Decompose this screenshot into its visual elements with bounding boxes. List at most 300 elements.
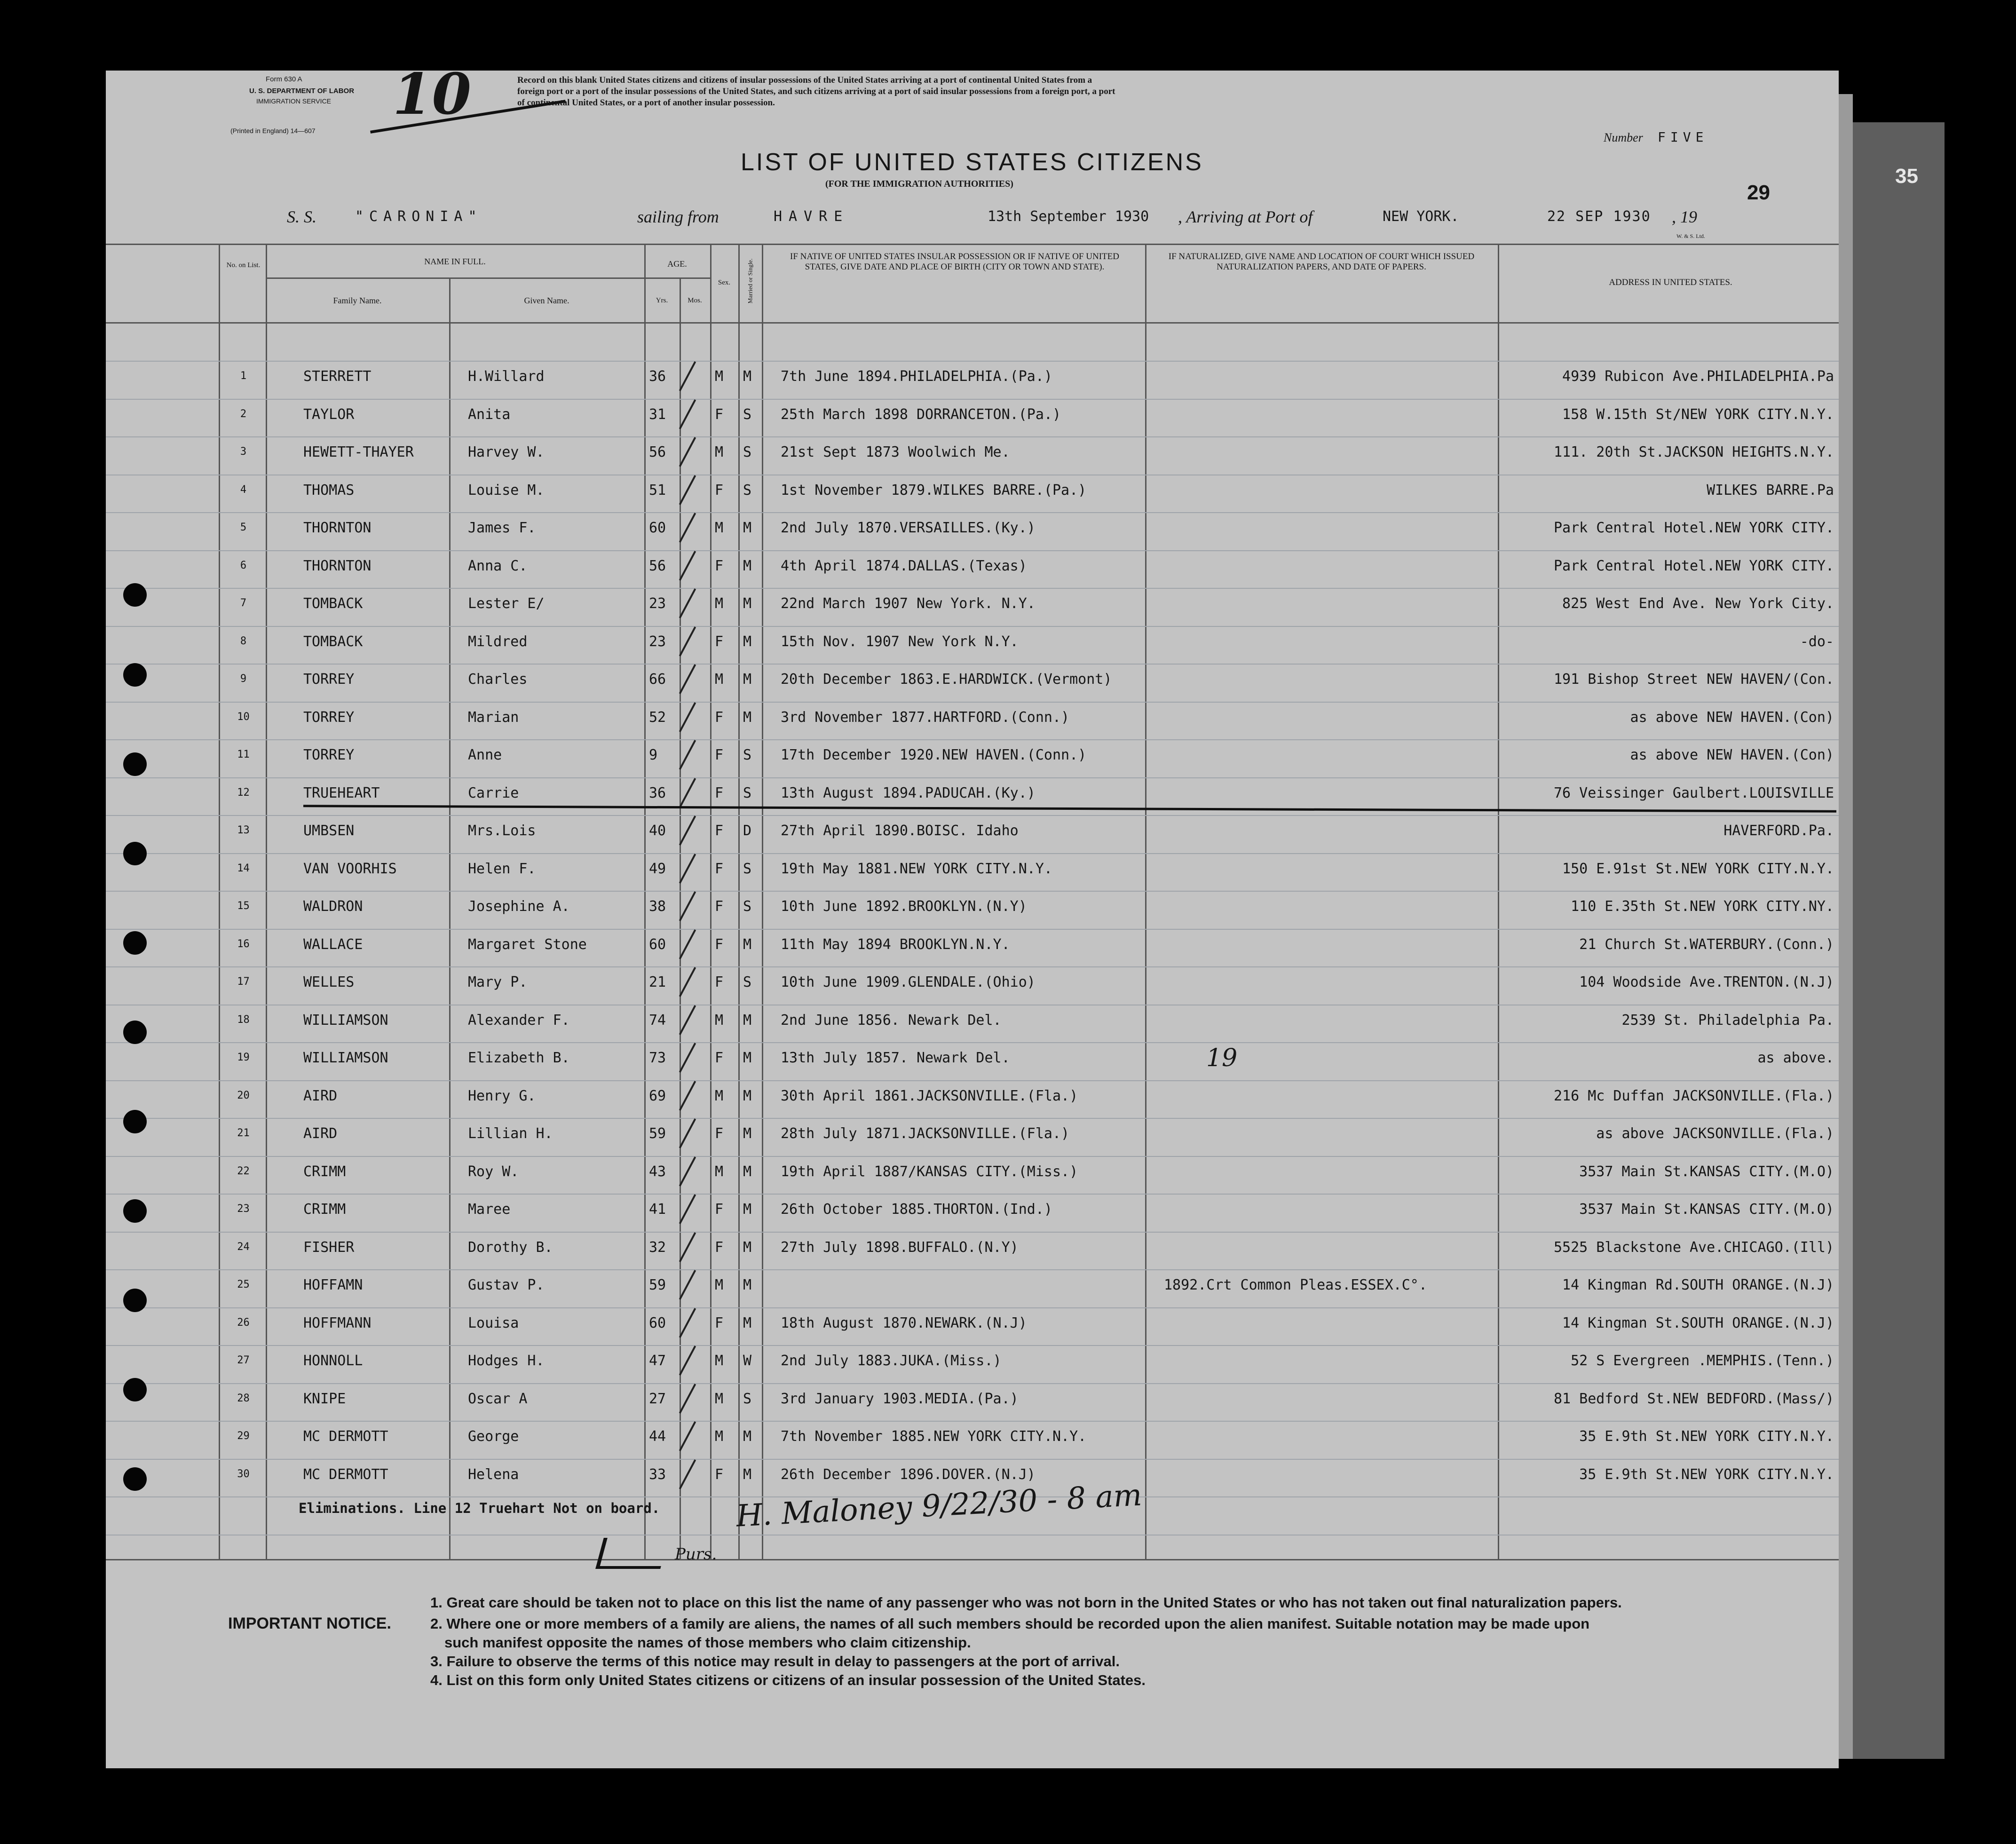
- family-name: AIRD: [303, 1087, 338, 1104]
- table-bottom-border: [106, 1559, 1839, 1560]
- age-years: 60: [649, 1314, 666, 1331]
- marital-status: M: [743, 1050, 752, 1066]
- check-mark: [679, 702, 696, 732]
- marital-status: S: [743, 860, 752, 877]
- sex: M: [715, 1012, 724, 1029]
- age-years: 23: [649, 633, 666, 650]
- col-header-yrs: Yrs.: [656, 297, 668, 304]
- given-name: Hodges H.: [468, 1353, 545, 1369]
- family-name: TAYLOR: [303, 406, 355, 423]
- check-mark: [679, 1232, 696, 1262]
- ruled-line: [106, 739, 1839, 740]
- check-mark: [679, 891, 696, 921]
- address: HAVERFORD.Pa.: [1723, 823, 1834, 839]
- col-divider: [219, 244, 220, 1559]
- age-years: 36: [649, 368, 666, 385]
- family-name: TOMBACK: [303, 595, 363, 612]
- sex: F: [715, 1201, 724, 1218]
- address: 150 E.91st St.NEW YORK CITY.N.Y.: [1562, 860, 1834, 877]
- check-mark: [679, 1043, 696, 1073]
- punch-hole: [123, 1378, 147, 1401]
- address: 14 Kingman Rd.SOUTH ORANGE.(N.J): [1562, 1277, 1834, 1293]
- marital-status: M: [743, 709, 752, 726]
- check-mark: [679, 1270, 696, 1300]
- col-header-married: Married or Single.: [746, 258, 754, 304]
- marital-status: M: [743, 1125, 752, 1142]
- given-name: Henry G.: [468, 1087, 536, 1104]
- ruled-line: [106, 1156, 1839, 1157]
- given-name: Louisa: [468, 1314, 519, 1331]
- given-name: Anita: [468, 406, 511, 423]
- given-name: Lillian H.: [468, 1125, 553, 1142]
- ruled-line: [106, 626, 1839, 627]
- given-name: Dorothy B.: [468, 1239, 553, 1256]
- age-years: 38: [649, 898, 666, 915]
- check-mark: [679, 437, 696, 467]
- age-years: 49: [649, 860, 666, 877]
- sex: M: [715, 1277, 724, 1293]
- ruled-line: [106, 1383, 1839, 1384]
- address: 158 W.15th St/NEW YORK CITY.N.Y.: [1562, 406, 1834, 423]
- birth-info: 1st November 1879.WILKES BARRE.(Pa.): [781, 482, 1087, 499]
- ruled-line: [106, 436, 1839, 437]
- age-years: 40: [649, 823, 666, 839]
- number-label: Number: [1604, 131, 1643, 144]
- eliminations-note: Eliminations. Line 12 Truehart Not on board.: [299, 1500, 660, 1516]
- given-name: H.Willard: [468, 368, 545, 385]
- row-number: 25: [237, 1279, 250, 1290]
- row-number: 10: [237, 711, 250, 723]
- birth-info: 19th May 1881.NEW YORK CITY.N.Y.: [781, 860, 1052, 877]
- given-name: Charles: [468, 671, 528, 688]
- address: 14 Kingman St.SOUTH ORANGE.(N.J): [1562, 1314, 1834, 1331]
- sex: F: [715, 1466, 724, 1483]
- address: Park Central Hotel.NEW YORK CITY.: [1553, 557, 1834, 574]
- check-mark: [679, 1384, 696, 1414]
- marital-status: M: [743, 1428, 752, 1445]
- age-years: 69: [649, 1087, 666, 1104]
- given-name: Elizabeth B.: [468, 1050, 570, 1066]
- address: 104 Woodside Ave.TRENTON.(N.J): [1579, 974, 1834, 990]
- punch-hole: [123, 1021, 147, 1044]
- address: 35 E.9th St.NEW YORK CITY.N.Y.: [1579, 1428, 1834, 1445]
- age-years: 9: [649, 747, 658, 763]
- sailing-date: 13th September 1930: [988, 208, 1149, 225]
- ss-label: S. S.: [287, 207, 316, 226]
- row-number: 22: [237, 1165, 250, 1177]
- family-name: WILLIAMSON: [303, 1050, 388, 1066]
- col-header-family: Family Name.: [333, 296, 382, 305]
- age-years: 43: [649, 1163, 666, 1180]
- given-name: Carrie: [468, 784, 519, 801]
- check-mark: [679, 854, 696, 884]
- ruled-line: [106, 1307, 1839, 1308]
- row-number: 29: [237, 1430, 250, 1442]
- row-number: 4: [240, 483, 247, 496]
- arrival-date-stamp: 22 SEP 1930: [1547, 208, 1651, 225]
- check-mark: [679, 1421, 696, 1451]
- given-name: Louise M.: [468, 482, 545, 499]
- col-divider: [449, 277, 451, 1559]
- ship-name: "CARONIA": [355, 208, 482, 225]
- check-mark: [679, 1005, 696, 1035]
- binding-strip: [1853, 122, 1945, 1759]
- marital-status: S: [743, 898, 752, 915]
- sex: F: [715, 709, 724, 726]
- birth-info: 10th June 1909.GLENDALE.(Ohio): [781, 974, 1036, 990]
- sex: F: [715, 823, 724, 839]
- birth-info: 26th October 1885.THORTON.(Ind.): [781, 1201, 1052, 1218]
- arriving-label: , Arriving at Port of: [1178, 207, 1313, 226]
- sex: F: [715, 1050, 724, 1066]
- row-number: 14: [237, 862, 250, 874]
- printed-note: (Printed in England) 14—607: [230, 127, 316, 135]
- address: as above JACKSONVILLE.(Fla.): [1596, 1125, 1834, 1142]
- given-name: Helena: [468, 1466, 519, 1483]
- family-name: STERRETT: [303, 368, 372, 385]
- check-mark: [679, 1345, 696, 1376]
- col-divider: [1498, 244, 1499, 1559]
- address: as above.: [1757, 1050, 1834, 1066]
- row-number: 2: [240, 408, 247, 420]
- marital-status: M: [743, 1466, 752, 1483]
- sex: F: [715, 1314, 724, 1331]
- birth-info: 27th July 1898.BUFFALO.(N.Y): [781, 1239, 1019, 1256]
- given-name: Gustav P.: [468, 1277, 545, 1293]
- record-text-3: of continental United States, or a port of another insular possession.: [517, 98, 775, 108]
- address: 35 E.9th St.NEW YORK CITY.N.Y.: [1579, 1466, 1834, 1483]
- marital-status: M: [743, 1239, 752, 1256]
- row-number: 15: [237, 900, 250, 912]
- address: -do-: [1800, 633, 1834, 650]
- age-years: 73: [649, 1050, 666, 1066]
- given-name: Mildred: [468, 633, 528, 650]
- inspector-signature: H. Maloney 9/22/30 - 8 am: [735, 1478, 1143, 1534]
- check-mark: [679, 475, 696, 505]
- ruled-line: [106, 361, 1839, 362]
- address: 52 S Evergreen .MEMPHIS.(Tenn.): [1571, 1353, 1834, 1369]
- sex: M: [715, 595, 724, 612]
- row-number: 17: [237, 976, 250, 988]
- birth-info: 15th Nov. 1907 New York N.Y.: [781, 633, 1019, 650]
- marital-status: M: [743, 671, 752, 688]
- marital-status: M: [743, 936, 752, 953]
- given-name: Helen F.: [468, 860, 536, 877]
- family-name: MC DERMOTT: [303, 1428, 388, 1445]
- family-name: WILLIAMSON: [303, 1012, 388, 1029]
- address: 81 Bedford St.NEW BEDFORD.(Mass/): [1553, 1390, 1834, 1407]
- page-title: LIST OF UNITED STATES CITIZENS: [741, 149, 1203, 176]
- birth-info: 18th August 1870.NEWARK.(N.J): [781, 1314, 1027, 1331]
- marital-status: M: [743, 1314, 752, 1331]
- row-number: 27: [237, 1354, 250, 1366]
- check-mark: [679, 513, 696, 543]
- age-years: 60: [649, 936, 666, 953]
- ruled-line: [106, 664, 1839, 665]
- age-years: 66: [649, 671, 666, 688]
- sex: M: [715, 444, 724, 460]
- row-number: 9: [240, 673, 247, 685]
- marital-status: S: [743, 444, 752, 460]
- marital-status: M: [743, 368, 752, 385]
- sex: M: [715, 671, 724, 688]
- marital-status: M: [743, 520, 752, 536]
- margin-note: 19: [1206, 1044, 1238, 1072]
- age-years: 23: [649, 595, 666, 612]
- birth-info: 28th July 1871.JACKSONVILLE.(Fla.): [781, 1125, 1070, 1142]
- ruled-line: [106, 1345, 1839, 1346]
- family-name: TORREY: [303, 671, 355, 688]
- family-name: TORREY: [303, 747, 355, 763]
- notice-item-4: 4. List on this form only United States citizens or citizens of an insular possession of the United States.: [430, 1672, 1146, 1688]
- family-name: WELLES: [303, 974, 355, 990]
- marital-status: M: [743, 1087, 752, 1104]
- row-number: 13: [237, 824, 250, 836]
- address: 3537 Main St.KANSAS CITY.(M.O): [1579, 1163, 1834, 1180]
- sex: F: [715, 482, 724, 499]
- ruled-line: [106, 1194, 1839, 1195]
- check-mark: [679, 399, 696, 429]
- age-years: 74: [649, 1012, 666, 1029]
- sex: M: [715, 1428, 724, 1445]
- ruled-line: [106, 1232, 1839, 1233]
- age-years: 21: [649, 974, 666, 990]
- ruled-line: [106, 777, 1839, 778]
- punch-hole: [123, 931, 147, 955]
- ruled-line: [106, 702, 1839, 703]
- given-name: Mary P.: [468, 974, 528, 990]
- notice-item-1: 1. Great care should be taken not to place on this list the name of any passenger who was not born in the United States or who has not taken out final naturalization papers.: [430, 1594, 1622, 1611]
- ruled-line: [106, 1459, 1839, 1460]
- check-mark: [679, 588, 696, 618]
- punch-hole: [123, 663, 147, 687]
- age-years: 47: [649, 1353, 666, 1369]
- row-number: 18: [237, 1013, 250, 1026]
- address: 2539 St. Philadelphia Pa.: [1621, 1012, 1834, 1029]
- row-number: 24: [237, 1241, 250, 1253]
- age-years: 41: [649, 1201, 666, 1218]
- given-name: Roy W.: [468, 1163, 519, 1180]
- sex: F: [715, 860, 724, 877]
- given-name: Anna C.: [468, 557, 528, 574]
- age-years: 56: [649, 444, 666, 460]
- birth-info: 26th December 1896.DOVER.(N.J): [781, 1466, 1036, 1483]
- row-number: 20: [237, 1089, 250, 1101]
- age-years: 27: [649, 1390, 666, 1407]
- birth-info: 22nd March 1907 New York. N.Y.: [781, 595, 1036, 612]
- sex: M: [715, 1163, 724, 1180]
- sex: M: [715, 1353, 724, 1369]
- notice-item-2-cont: such manifest opposite the names of those members who claim citizenship.: [444, 1634, 971, 1651]
- row-number: 16: [237, 938, 250, 950]
- birth-info: 4th April 1874.DALLAS.(Texas): [781, 557, 1027, 574]
- address: Park Central Hotel.NEW YORK CITY.: [1553, 520, 1834, 536]
- col-divider: [738, 244, 740, 1559]
- birth-info: 21st Sept 1873 Woolwich Me.: [781, 444, 1010, 460]
- age-years: 44: [649, 1428, 666, 1445]
- given-name: Maree: [468, 1201, 511, 1218]
- birth-info: 27th April 1890.BOISC. Idaho: [781, 823, 1019, 839]
- age-subhead-line: [644, 277, 710, 279]
- punch-hole: [123, 583, 147, 607]
- col-divider: [710, 244, 712, 1559]
- table-top-border: [106, 244, 1839, 245]
- marital-status: M: [743, 633, 752, 650]
- address: 3537 Main St.KANSAS CITY.(M.O): [1579, 1201, 1834, 1218]
- manifest-sheet: [106, 61, 1839, 1768]
- row-number: 3: [240, 446, 247, 458]
- birth-info: 2nd June 1856. Newark Del.: [781, 1012, 1002, 1029]
- page-number: 29: [1747, 181, 1770, 204]
- marital-status: W: [743, 1353, 752, 1369]
- sex: F: [715, 747, 724, 763]
- age-years: 60: [649, 520, 666, 536]
- family-name: THORNTON: [303, 520, 372, 536]
- sex: F: [715, 974, 724, 990]
- marital-status: M: [743, 595, 752, 612]
- check-mark: [679, 1118, 696, 1148]
- given-name: James F.: [468, 520, 536, 536]
- number-value: FIVE: [1658, 129, 1708, 145]
- handwritten-number: 10: [393, 61, 471, 127]
- given-name: Oscar A: [468, 1390, 528, 1407]
- form-number: Form 630 A: [266, 75, 302, 83]
- col-divider: [644, 244, 646, 1559]
- given-name: Anne: [468, 747, 502, 763]
- punch-hole: [123, 1110, 147, 1133]
- marital-status: S: [743, 784, 752, 801]
- marital-status: M: [743, 1277, 752, 1293]
- ruled-line: [106, 1080, 1839, 1081]
- check-mark: [679, 1459, 696, 1489]
- birth-info: 19th April 1887/KANSAS CITY.(Miss.): [781, 1163, 1078, 1180]
- sailing-from-label: sailing from: [637, 207, 719, 226]
- address: 216 Mc Duffan JACKSONVILLE.(Fla.): [1553, 1087, 1834, 1104]
- punch-hole: [123, 1289, 147, 1312]
- marital-status: M: [743, 1012, 752, 1029]
- birth-info: 30th April 1861.JACKSONVILLE.(Fla.): [781, 1087, 1078, 1104]
- family-name: WALDRON: [303, 898, 363, 915]
- service: IMMIGRATION SERVICE: [256, 97, 331, 105]
- check-mark: [679, 551, 696, 581]
- row-number: 11: [237, 749, 250, 760]
- age-years: 59: [649, 1277, 666, 1293]
- row-number: 21: [237, 1127, 250, 1139]
- address: 21 Church St.WATERBURY.(Conn.): [1579, 936, 1834, 953]
- sex: M: [715, 368, 724, 385]
- col-header-name: NAME IN FULL.: [424, 257, 486, 266]
- family-name: KNIPE: [303, 1390, 346, 1407]
- family-name: UMBSEN: [303, 823, 355, 839]
- row-number: 6: [240, 559, 247, 571]
- marital-status: D: [743, 823, 752, 839]
- check-mark: [679, 1081, 696, 1111]
- age-years: 59: [649, 1125, 666, 1142]
- birth-info: 13th August 1894.PADUCAH.(Ky.): [781, 784, 1036, 801]
- row-number: 5: [240, 522, 247, 533]
- ruled-line: [106, 512, 1839, 513]
- punch-hole: [123, 1199, 147, 1223]
- address: 825 West End Ave. New York City.: [1562, 595, 1834, 612]
- purser-initials: Purs.: [675, 1545, 717, 1564]
- port-to: NEW YORK.: [1383, 208, 1459, 225]
- age-years: 31: [649, 406, 666, 423]
- sex: F: [715, 633, 724, 650]
- family-name: HONNOLL: [303, 1353, 363, 1369]
- check-mark: [679, 1308, 696, 1338]
- check-mark: [679, 626, 696, 657]
- address: 191 Bishop Street NEW HAVEN/(Con.: [1553, 671, 1834, 688]
- family-name: WALLACE: [303, 936, 363, 953]
- birth-info: 7th June 1894.PHILADELPHIA.(Pa.): [781, 368, 1052, 385]
- family-name: HOFFAMN: [303, 1277, 363, 1293]
- col-header-age: AGE.: [667, 259, 687, 269]
- col-header-given: Given Name.: [524, 296, 569, 305]
- check-mark: [679, 1194, 696, 1224]
- ruled-line: [106, 891, 1839, 892]
- birth-info: 3rd November 1877.HARTFORD.(Conn.): [781, 709, 1070, 726]
- birth-info: 2nd July 1883.JUKA.(Miss.): [781, 1353, 1002, 1369]
- ruled-line: [106, 550, 1839, 551]
- birth-info: 25th March 1898 DORRANCETON.(Pa.): [781, 406, 1061, 423]
- sex: F: [715, 1239, 724, 1256]
- sex: F: [715, 1125, 724, 1142]
- birth-info: 17th December 1920.NEW HAVEN.(Conn.): [781, 747, 1087, 763]
- punch-hole: [123, 1467, 147, 1491]
- col-header-address: ADDRESS IN UNITED STATES.: [1609, 277, 1732, 287]
- address: 76 Veissinger Gaulbert.LOUISVILLE: [1553, 784, 1834, 801]
- ruled-line: [106, 1118, 1839, 1119]
- age-years: 56: [649, 557, 666, 574]
- row-number: 7: [240, 597, 247, 609]
- sex: M: [715, 1390, 724, 1407]
- ruled-line: [106, 815, 1839, 816]
- age-years: 32: [649, 1239, 666, 1256]
- address: as above NEW HAVEN.(Con): [1630, 747, 1834, 763]
- given-name: Alexander F.: [468, 1012, 570, 1029]
- punch-hole: [123, 752, 147, 776]
- department: U. S. DEPARTMENT OF LABOR: [249, 87, 355, 95]
- notice-item-2: 2. Where one or more members of a family are aliens, the names of all such members should be recorded upon the alien manifest. Suitable notation may be made upon: [430, 1615, 1590, 1632]
- strike-line-12: [303, 805, 1836, 812]
- sex: F: [715, 406, 724, 423]
- family-name: TOMBACK: [303, 633, 363, 650]
- check-mark: [679, 815, 696, 846]
- ruled-line: [106, 588, 1839, 589]
- marital-status: S: [743, 482, 752, 499]
- age-years: 36: [649, 784, 666, 801]
- family-name: TRUEHEART: [303, 784, 380, 801]
- naturalization-info: 1892.Crt Common Pleas.ESSEX.C°.: [1164, 1277, 1427, 1293]
- address: 4939 Rubicon Ave.PHILADELPHIA.Pa: [1562, 368, 1834, 385]
- col-divider: [266, 244, 267, 1559]
- birth-info: 10th June 1892.BROOKLYN.(N.Y): [781, 898, 1027, 915]
- punch-hole: [123, 842, 147, 865]
- header-bottom-border: [106, 322, 1839, 324]
- col-header-naturalized: IF NATURALIZED, GIVE NAME AND LOCATION OF COURT WHICH ISSUED NATURALIZATION PAPERS, AND DATE OF PAPERS.: [1168, 252, 1475, 272]
- ruled-line: [106, 929, 1839, 930]
- family-name: AIRD: [303, 1125, 338, 1142]
- birth-info: 7th November 1885.NEW YORK CITY.N.Y.: [781, 1428, 1087, 1445]
- check-mark: [679, 929, 696, 959]
- marital-status: S: [743, 747, 752, 763]
- side-number: 35: [1895, 165, 1918, 188]
- address: 5525 Blackstone Ave.CHICAGO.(Ill): [1553, 1239, 1834, 1256]
- age-years: 52: [649, 709, 666, 726]
- given-name: Josephine A.: [468, 898, 570, 915]
- record-text-2: foreign port or a port of the insular possessions of the United States, and such citizens arriving at a port of said insular possessions from a foreign port, a port: [517, 87, 1115, 96]
- family-name: THORNTON: [303, 557, 372, 574]
